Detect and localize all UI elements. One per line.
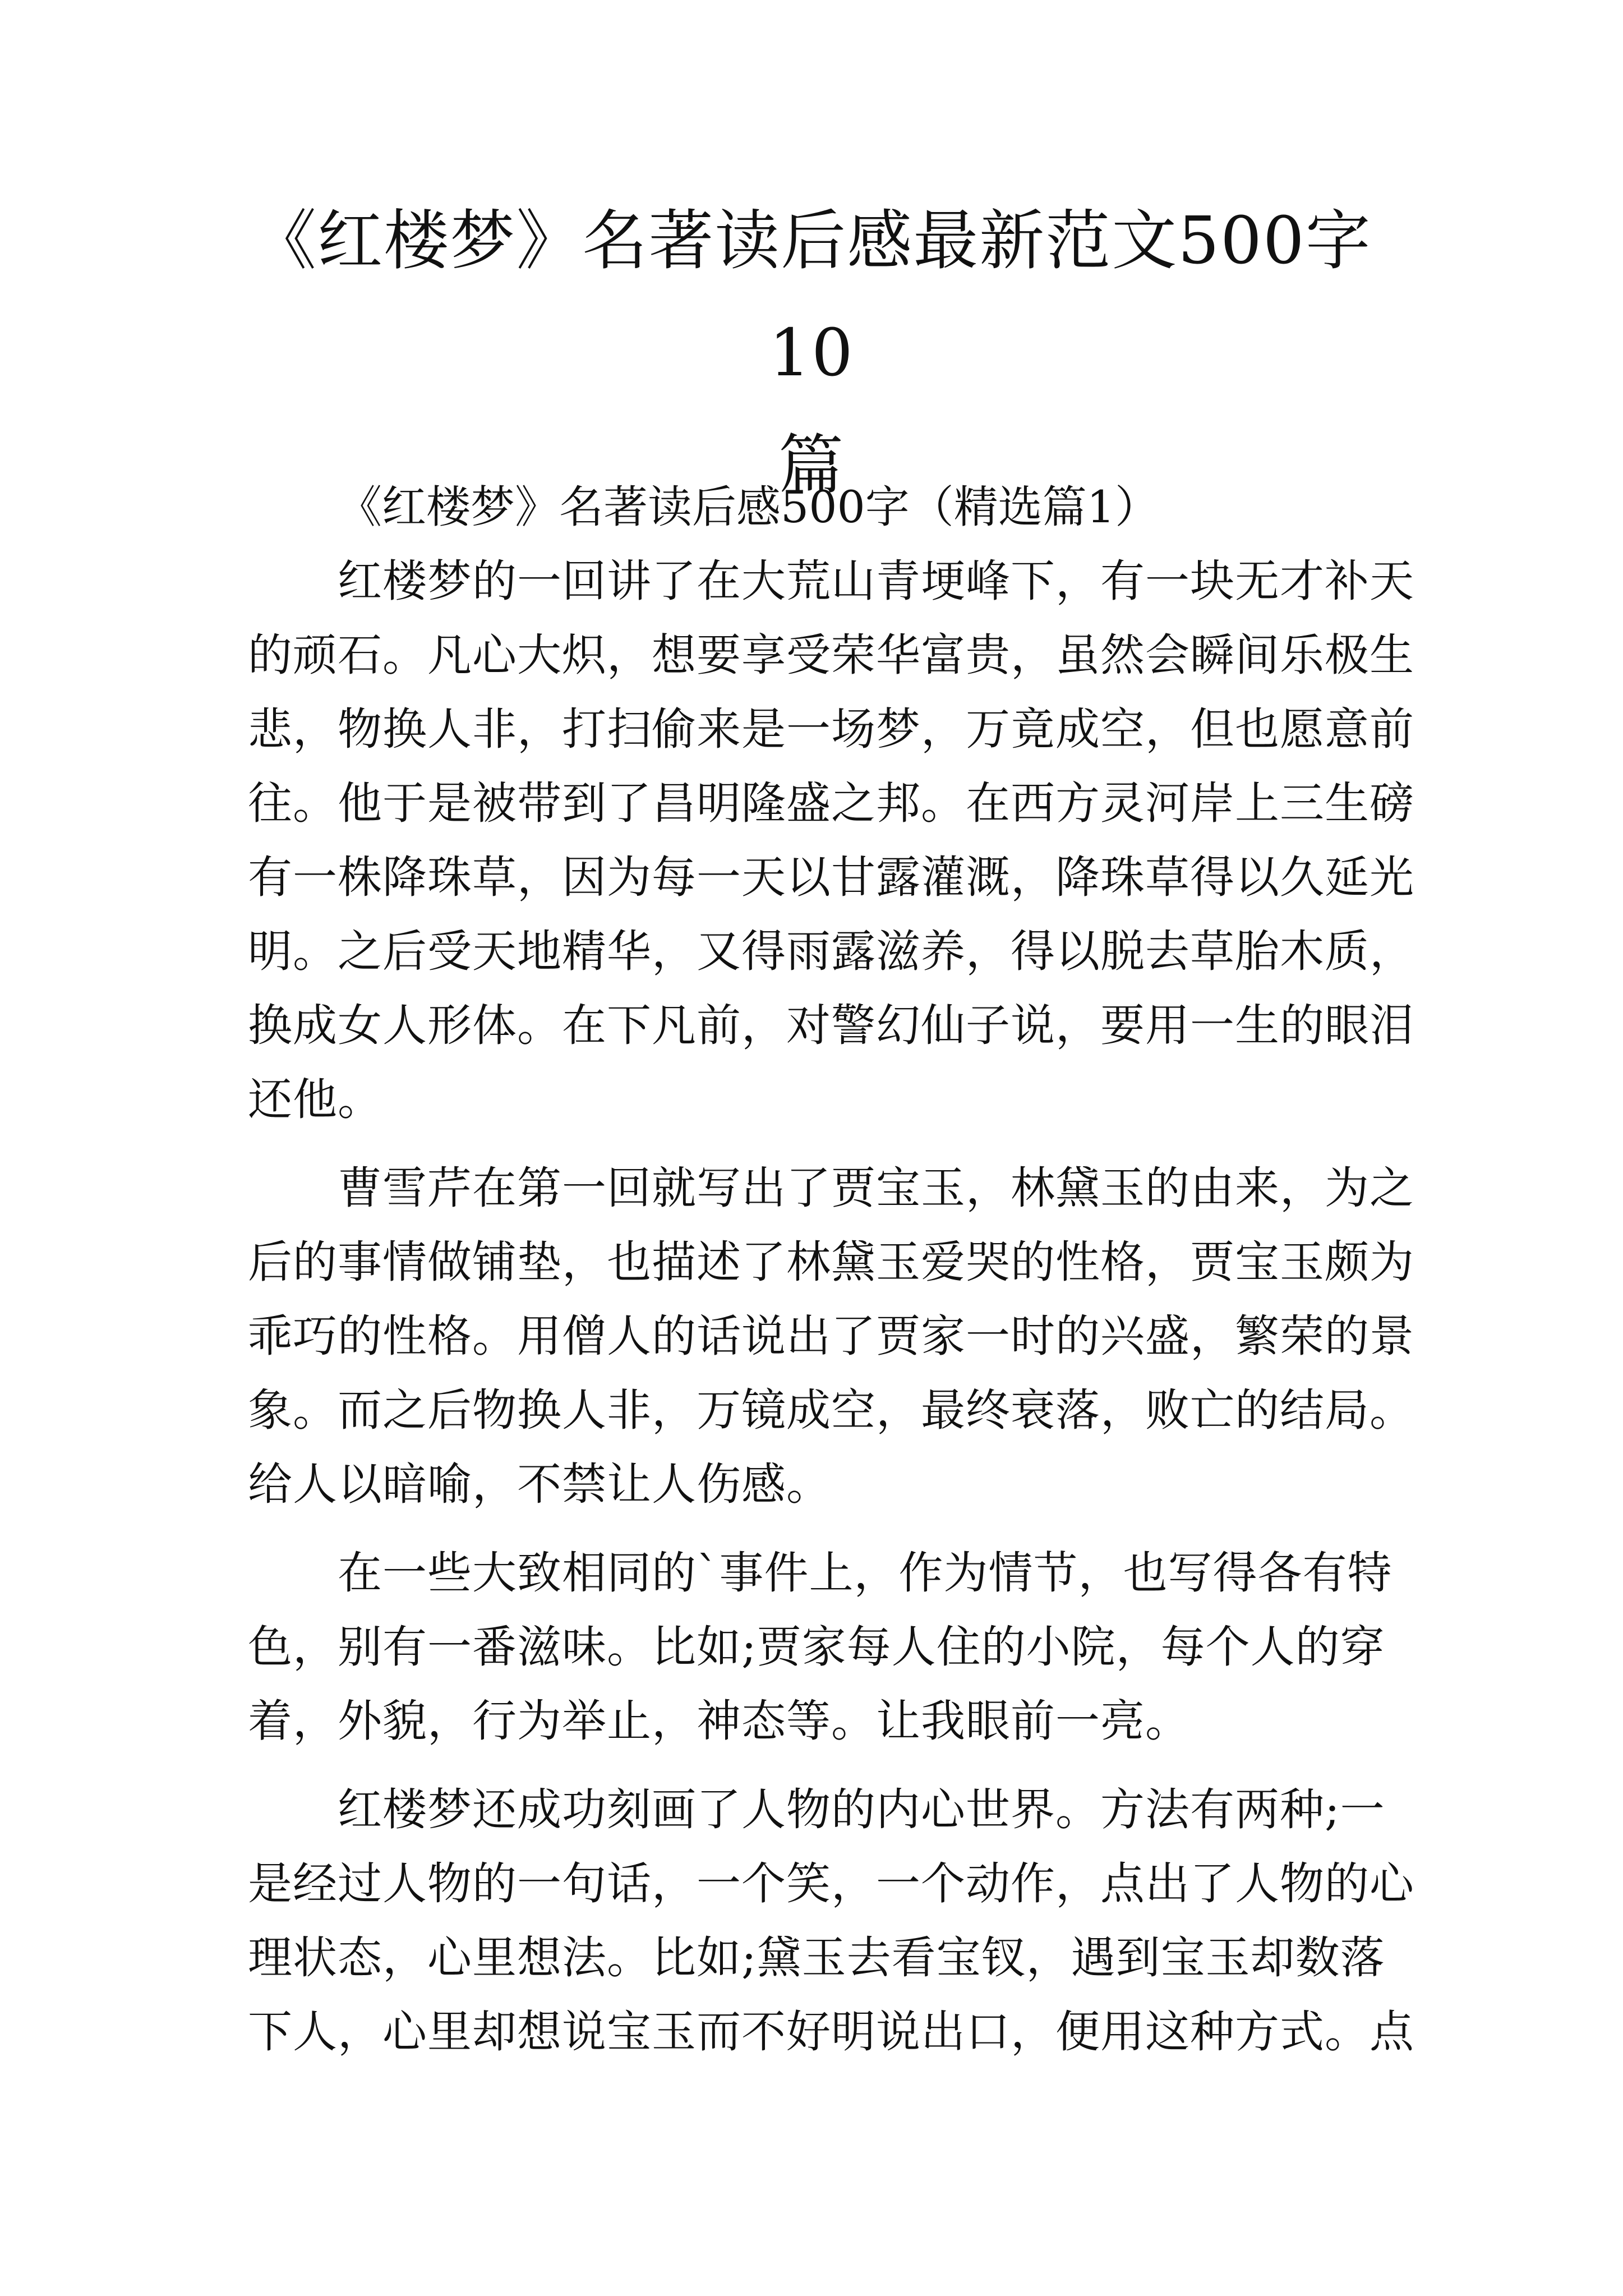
section-heading: 《红楼梦》名著读后感500字（精选篇1） — [338, 481, 1160, 533]
paragraph-line: 下人，心里却想说宝玉而不好明说出口，便用这种方式。点 — [248, 2006, 1414, 2058]
paragraph-line: 着，外貌，行为举止，神态等。让我眼前一亮。 — [248, 1695, 1190, 1747]
paragraph-line: 往。他于是被带到了昌明隆盛之邦。在西方灵河岸上三生磅 — [248, 777, 1414, 829]
paragraph-3 — [248, 1536, 1393, 1758]
title-line-2: 篇 — [778, 427, 845, 503]
paragraph-line: 悲，物换人非，打扫偷来是一场梦，万竟成空，但也愿意前 — [248, 703, 1414, 755]
paragraph-line: 曹雪芹在第一回就写出了贾宝玉，林黛玉的由来，为之 — [338, 1162, 1414, 1214]
paragraph-line: 乖巧的性格。用僧人的话说出了贾家一时的兴盛，繁荣的景 — [248, 1310, 1414, 1362]
paragraph-2 — [248, 1151, 1414, 1521]
paragraph-line: 象。而之后物换人非，万镜成空，最终衰落，败亡的结局。 — [248, 1384, 1414, 1436]
paragraph-line: 给人以暗喻，不禁让人伤感。 — [248, 1458, 831, 1510]
paragraph-line: 是经过人物的一句话，一个笑，一个动作，点出了人物的心 — [248, 1858, 1414, 1910]
paragraph-4 — [248, 1773, 1414, 2069]
paragraph-line: 红楼梦的一回讲了在大荒山青埂峰下，有一块无才补天 — [338, 555, 1414, 607]
paragraph-line: 在一些大致相同的`事件上，作为情节，也写得各有特 — [338, 1547, 1393, 1599]
paragraph-line: 后的事情做铺垫，也描述了林黛玉爱哭的性格，贾宝玉颇为 — [248, 1236, 1414, 1288]
paragraph-line: 换成女人形体。在下凡前，对警幻仙子说，要用一生的眼泪 — [248, 1000, 1414, 1051]
title-line-1: 《红楼梦》名著读后感最新范文500字10 — [251, 203, 1372, 391]
paragraph-line: 理状态，心里想法。比如;黛玉去看宝钗，遇到宝玉却数落 — [248, 1932, 1385, 1984]
paragraph-line: 红楼梦还成功刻画了人物的内心世界。方法有两种;一 — [338, 1784, 1385, 1835]
paragraph-line: 有一株降珠草，因为每一天以甘露灌溉，降珠草得以久延光 — [248, 852, 1414, 903]
paragraph-line: 色，别有一番滋味。比如;贾家每人住的小院，每个人的穿 — [248, 1621, 1385, 1673]
paragraph-line: 还他。 — [248, 1074, 382, 1125]
document-body — [248, 470, 1414, 2083]
paragraph-line: 明。之后受天地精华，又得雨露滋养，得以脱去草胎木质， — [248, 926, 1414, 977]
paragraph-1 — [248, 544, 1414, 1137]
paragraph-line: 的顽石。凡心大炽，想要享受荣华富贵，虽然会瞬间乐极生 — [248, 629, 1414, 681]
